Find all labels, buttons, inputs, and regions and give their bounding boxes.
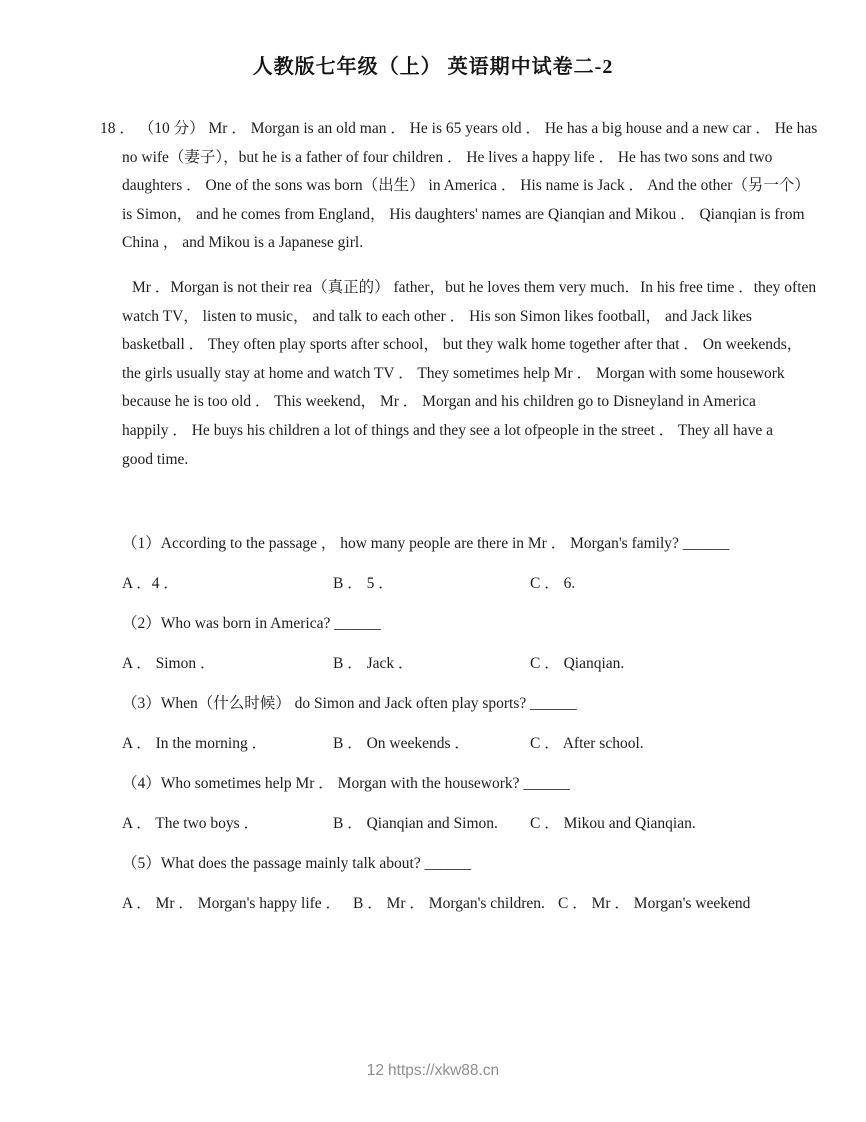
passage-line: because he is too old ． This weekend， Mr ． Morgan and his children go to Disneyland in America [122, 393, 756, 411]
passage-line: the girls usually stay at home and watch TV ． They sometimes help Mr ． Morgan with some housework [122, 364, 785, 382]
option-b: B ． Jack ． [333, 655, 414, 673]
option-b: B ． Qianqian and Simon. [333, 815, 498, 833]
option-a: A ． In the morning ． [122, 735, 268, 753]
passage-paragraph-1 [0, 115, 866, 258]
question-5 [0, 850, 866, 918]
option-b: B ． On weekends ． [333, 735, 470, 753]
option-a: A ．4 ． [122, 575, 179, 593]
footer-url: https://xkw88.cn [388, 1062, 500, 1079]
page-title: 人教版七年级（上） 英语期中试卷二-2 [252, 56, 614, 78]
page-number: 12 [366, 1062, 385, 1079]
question-2 [0, 610, 866, 678]
option-c: C ． Qianqian. [530, 655, 625, 673]
question-3 [0, 690, 866, 758]
option-c: C ． After school. [530, 735, 644, 753]
question-4 [0, 770, 866, 838]
option-c: C ． Mr ． Morgan's weekend [558, 895, 751, 913]
passage-line: Mr ．Morgan is not their rea（真正的） father，but he loves them very much．In his free time ．they often [132, 278, 817, 296]
option-b: B ． Mr ． Morgan's children. [353, 895, 545, 913]
passage-line: basketball ． They often play sports after school， but they walk home together after that ． On weekends， [122, 336, 803, 354]
option-c: C ． Mikou and Qianqian. [530, 815, 696, 833]
question-3-text: （3）When（什么时候） do Simon and Jack often play sports? ______ [122, 695, 577, 713]
question-2-text: （2）Who was born in America? ______ [122, 615, 381, 633]
question-1-options [122, 570, 770, 598]
passage-line: good time. [122, 450, 189, 468]
question-4-options [122, 810, 770, 838]
passage-line: 18 ． （10 分） Mr ． Morgan is an old man ． He is 65 years old ． He has a big house and a new car ． He has [100, 120, 818, 137]
option-a: A ． The two boys ． [122, 815, 260, 833]
passage-line: is Simon， and he comes from England， His daughters' names are Qianqian and Mikou ． Qianqian is from [122, 205, 805, 223]
passage-line: no wife（妻子），but he is a father of four children ． He lives a happy life ． He has two sons and two [122, 148, 773, 166]
passage-line: daughters ． One of the sons was born（出生） in America ． His name is Jack ． And the other（另一个） [122, 177, 810, 195]
option-b: B ． 5 ． [333, 575, 394, 593]
question-1-text: （1）According to the passage ， how many people are there in Mr ． Morgan's family? ______ [122, 535, 730, 553]
question-4-text: （4）Who sometimes help Mr ． Morgan with the housework? ______ [122, 775, 570, 793]
question-list [0, 530, 866, 918]
question-1 [0, 530, 866, 598]
question-5-options [122, 890, 770, 918]
passage-paragraph-2 [0, 274, 866, 474]
passage-line: happily ． He buys his children a lot of things and they see a lot ofpeople in the street ． They all have a [122, 421, 773, 439]
option-a: A ． Simon ． [122, 655, 216, 673]
passage-line: watch TV， listen to music， and talk to each other ． His son Simon likes football， and Jack likes [122, 307, 752, 325]
question-3-options [122, 730, 770, 758]
question-5-text: （5）What does the passage mainly talk about? ______ [122, 855, 472, 873]
passage-line: China ， and Mikou is a Japanese girl. [122, 234, 364, 252]
reading-passage [0, 115, 866, 474]
page-footer [0, 1062, 866, 1080]
option-a: A ． Mr ． Morgan's happy life ． [122, 895, 342, 913]
question-2-options [122, 650, 770, 678]
option-c: C ． 6. [530, 575, 576, 593]
